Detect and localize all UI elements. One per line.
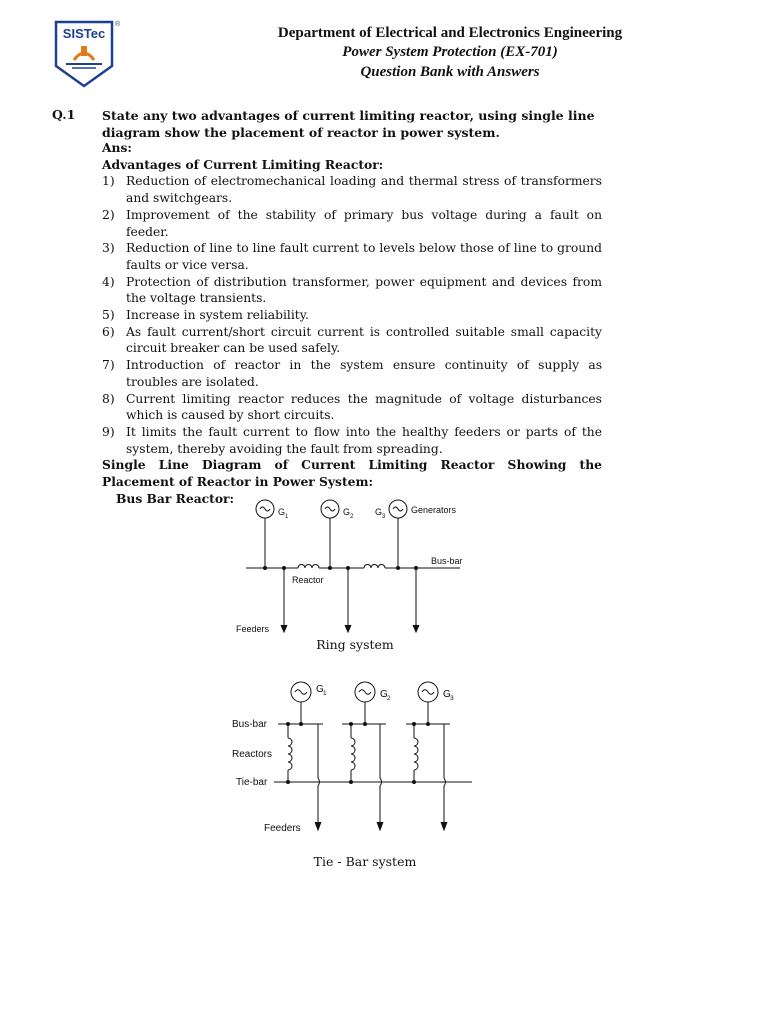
advantages-list [102, 173, 602, 457]
busbar-label: Bus-bar [232, 719, 268, 730]
answer-body [102, 140, 602, 507]
tie-bar-system-caption: Tie - Bar system [313, 854, 417, 869]
document-title: Question Bank with Answers [360, 64, 540, 80]
g3-subscript: 3 [382, 514, 386, 520]
reactor-coil [298, 565, 319, 569]
list-item: 6) As fault current/short circuit current is controlled suitable small capacity circuit breaker can be used safely. [102, 324, 602, 356]
reactor-coil [414, 738, 418, 770]
reactor-coil [351, 738, 355, 770]
g3-label: G [375, 507, 383, 517]
busbar-heading: Bus Bar Reactor: [116, 490, 235, 506]
g3-label: G [443, 689, 451, 700]
busbar-label: Bus-bar [431, 556, 463, 566]
logo-registered-mark: ® [115, 21, 120, 28]
list-item: 7) Introduction of reactor in the system ensure continuity of supply as troubles are isolated. [102, 358, 602, 389]
ring-system-caption: Ring system [316, 637, 394, 652]
g1-subscript: 1 [323, 690, 327, 697]
feeders-label: Feeders [264, 823, 301, 834]
sistec-logo [52, 18, 120, 90]
ring-system-diagram [228, 495, 488, 640]
list-item: 2) Improvement of the stability of primary bus voltage during a fault on feeder. [102, 207, 602, 239]
department-title: Department of Electrical and Electronics Engineering [277, 25, 623, 41]
question-number: Q.1 [52, 107, 76, 122]
list-item: 4) Protection of distribution transformer, power equipment and devices from the voltage transients. [102, 274, 602, 306]
list-item: 5) Increase in system reliability. [102, 308, 309, 323]
list-item: 3) Reduction of line to line fault current to levels below those of line to ground faults or vice versa. [102, 241, 602, 272]
list-item: 9) It limits the fault current to flow into the healthy feeders or parts of the system, thereby avoiding the fault from spreading. [102, 424, 602, 456]
g1-label: G [316, 684, 324, 695]
question-text: State any two advantages of current limiting reactor, using single line diagram show the placement of reactor in power system. [102, 108, 595, 140]
reactor-coil [364, 565, 385, 569]
list-item: 1) Reduction of electromechanical loading and thermal stress of transformers and switchgears. [102, 174, 602, 206]
answer-label: Ans: [102, 140, 132, 155]
g1-subscript: 1 [285, 514, 289, 520]
g2-label: G [343, 507, 351, 517]
course-title: Power System Protection (EX-701) [342, 44, 558, 60]
g2-subscript: 2 [387, 695, 391, 702]
g3-subscript: 3 [450, 695, 454, 702]
g2-subscript: 2 [350, 514, 354, 520]
feeders-label: Feeders [236, 624, 270, 634]
diagram-heading: Single Line Diagram of Current Limiting Reactor Showing the Placement of Reactor in Power System: [102, 457, 602, 490]
generators-label: Generators [411, 505, 457, 515]
list-item: 8) Current limiting reactor reduces the magnitude of voltage disturbances which is caused by short circuits. [102, 391, 602, 423]
reactor-label: Reactor [292, 575, 324, 585]
g1-label: G [278, 507, 286, 517]
advantages-heading: Advantages of Current Limiting Reactor: [102, 156, 384, 172]
reactor-coil [288, 738, 292, 770]
tie-bar-system-diagram [228, 675, 488, 840]
tiebar-label: Tie-bar [236, 777, 268, 788]
reactors-label: Reactors [232, 749, 273, 760]
g2-label: G [380, 689, 388, 700]
logo-text: SISTec [62, 26, 106, 41]
